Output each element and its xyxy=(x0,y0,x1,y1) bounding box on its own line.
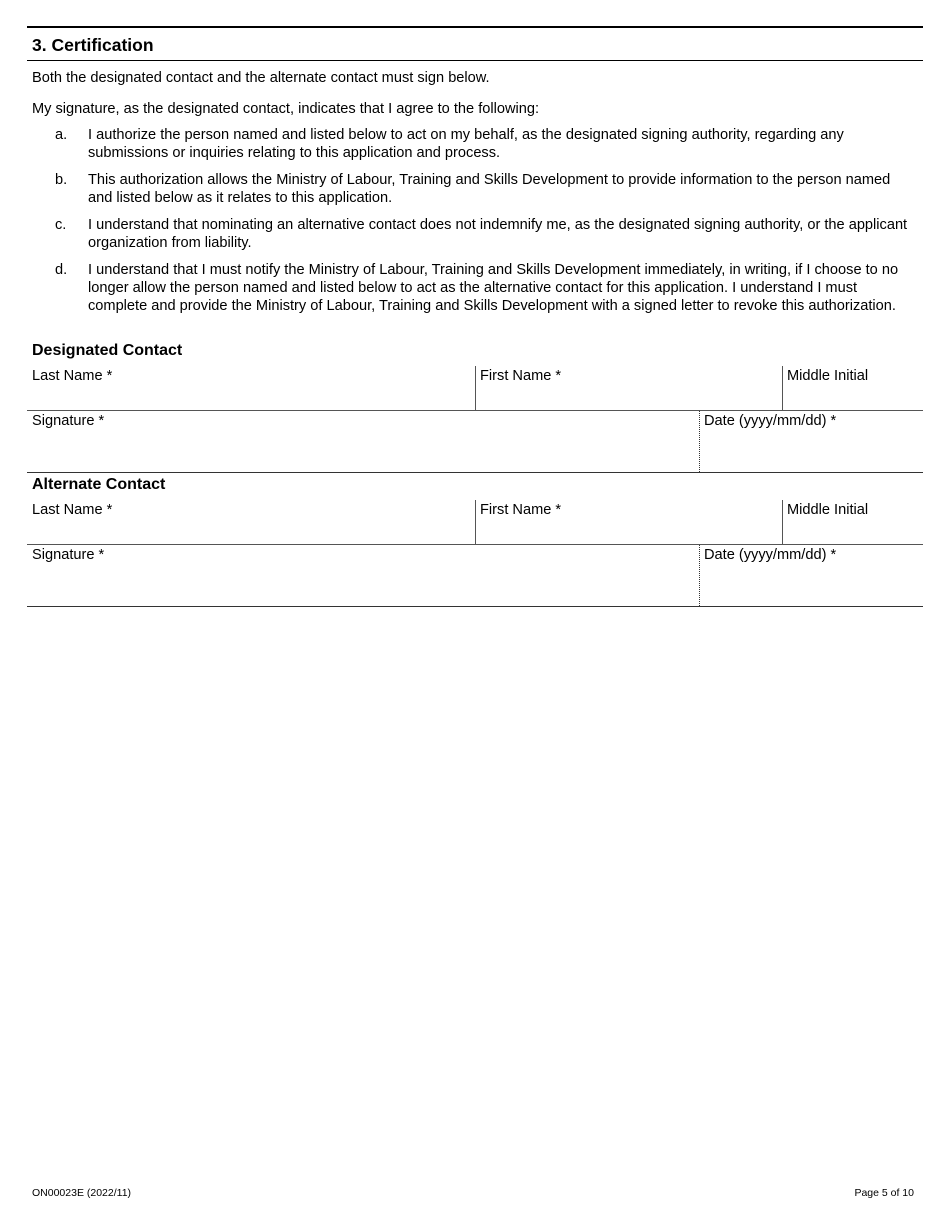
alternate-middle-initial-label: Middle Initial xyxy=(787,502,869,518)
page-number: Page 5 of 10 xyxy=(854,1187,914,1199)
designated-middle-initial-field[interactable] xyxy=(782,366,923,410)
certification-intro: Both the designated contact and the alternate contact must sign below. xyxy=(32,70,490,86)
alternate-last-name-field[interactable] xyxy=(27,500,475,544)
list-item-letter: d. xyxy=(55,261,68,278)
list-item xyxy=(27,261,923,316)
form-id: ON00023E (2022/11) xyxy=(32,1187,132,1199)
list-item-letter: c. xyxy=(55,216,67,233)
list-item-text: I understand that I must notify the Ministry of Labour, Training and Skills Development immediately, in writing, if I choose to no longer allow the person named and listed below to act as the alternative contact for this application. I understand I must complete and provide the Ministry of Labour, Training and Skills Development with a signed letter to revoke this authorization. xyxy=(88,261,899,315)
alternate-first-name-label: First Name * xyxy=(480,502,562,518)
alternate-signature-field[interactable] xyxy=(27,545,699,606)
list-item xyxy=(27,126,923,162)
agreement-list xyxy=(27,126,923,324)
designated-date-field[interactable] xyxy=(699,411,923,472)
designated-first-name-label: First Name * xyxy=(480,368,562,384)
list-item-text: I authorize the person named and listed below to act on my behalf, as the designated signing authority, regarding any submissions or inquiries relating to this application and process. xyxy=(88,127,844,162)
alternate-date-field[interactable] xyxy=(699,545,923,606)
designated-contact-heading: Designated Contact xyxy=(32,342,183,359)
alternate-contact-heading: Alternate Contact xyxy=(32,476,166,493)
alternate-date-label: Date (yyyy/mm/dd) * xyxy=(704,547,837,563)
list-item-text: I understand that nominating an alternative contact does not indemnify me, as the designated signing authority, or the applicant organization from liability. xyxy=(88,216,908,252)
form-page xyxy=(27,0,923,1230)
list-item-letter: b. xyxy=(55,171,68,188)
alternate-signature-row xyxy=(27,545,923,607)
designated-signature-field[interactable] xyxy=(27,411,699,472)
list-item-text: This authorization allows the Ministry of Labour, Training and Skills Development to provide information to the person named and listed below as it relates to this application. xyxy=(88,171,891,207)
designated-last-name-label: Last Name * xyxy=(32,368,113,384)
list-item-letter: a. xyxy=(55,127,68,143)
designated-first-name-field[interactable] xyxy=(475,366,782,410)
designated-date-label: Date (yyyy/mm/dd) * xyxy=(704,413,837,429)
designated-middle-initial-label: Middle Initial xyxy=(787,368,869,384)
alternate-name-row xyxy=(27,500,923,545)
section-title: 3. Certification xyxy=(32,35,154,55)
alternate-first-name-field[interactable] xyxy=(475,500,782,544)
alternate-middle-initial-field[interactable] xyxy=(782,500,923,544)
designated-signature-label: Signature * xyxy=(32,413,105,429)
designated-last-name-field[interactable] xyxy=(27,366,475,410)
certification-lead: My signature, as the designated contact, indicates that I agree to the following: xyxy=(32,101,540,117)
alternate-signature-label: Signature * xyxy=(32,547,105,563)
designated-name-row xyxy=(27,366,923,411)
list-item xyxy=(27,216,923,252)
section-header xyxy=(27,26,923,61)
designated-signature-row xyxy=(27,411,923,473)
alternate-last-name-label: Last Name * xyxy=(32,502,113,518)
list-item xyxy=(27,171,923,207)
